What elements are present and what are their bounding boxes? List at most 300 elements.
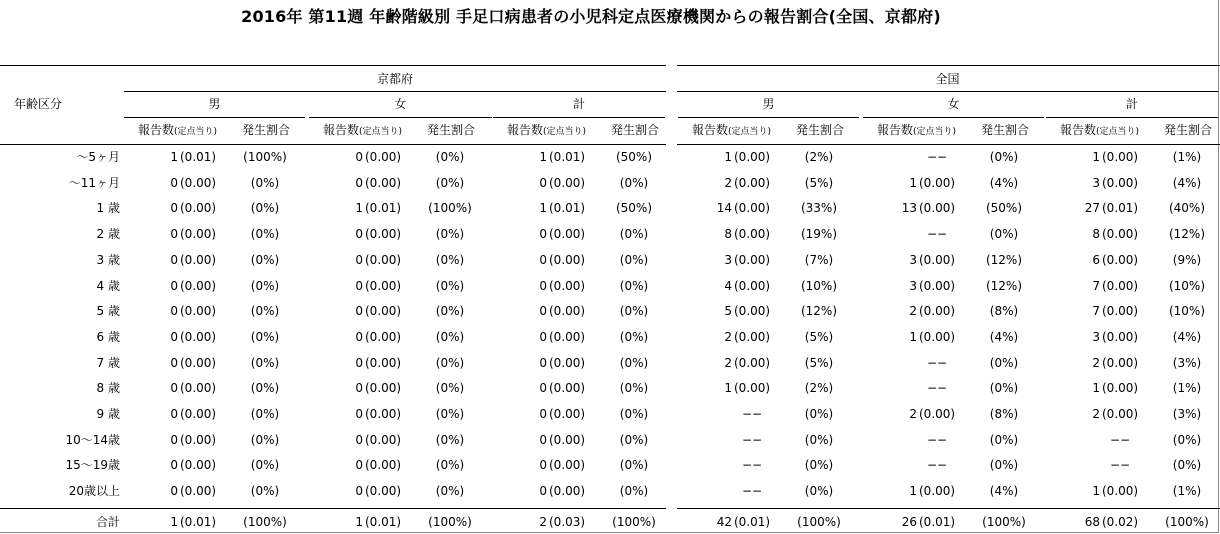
table-row-rate: (0%) [619,330,649,344]
table-row-count: 0 [539,176,547,190]
table-row-per: (0.00) [365,150,402,164]
rule-total-right [677,508,1220,509]
table-row-rate: (5%) [804,176,834,190]
table-row-rate: (0%) [989,356,1019,370]
table-row-count: 0 [355,356,363,370]
table-row-count: 8 [724,227,732,241]
table-row-per: (0.00) [734,356,771,370]
table-row-per: (0.00) [365,227,402,241]
table-row-label: 20歳以上 [68,484,120,498]
table-row-per: (0.00) [1102,330,1139,344]
rule-sex-4 [863,117,1044,118]
table-row-rate: (12%) [1168,227,1206,241]
table-row-per: (0.00) [734,227,771,241]
table-row-count: 0 [170,330,178,344]
table-row-per: (0.00) [1102,227,1139,241]
total-row-per: (0.01) [365,515,402,529]
col-header-per: (定点当り) [728,127,772,137]
table-row-count: −− [742,458,763,472]
col-header-rate: 発生割合 [1164,123,1213,137]
table-row-per: (0.00) [365,484,402,498]
table-row-count: 2 [1092,407,1100,421]
table-row-count: 2 [1092,356,1100,370]
table-row-rate: (4%) [989,330,1019,344]
col-header-per: (定点当り) [543,127,587,137]
table-row-count: 0 [355,227,363,241]
table-row-count: 2 [724,176,732,190]
table-row-count: 0 [539,356,547,370]
table-row-rate: (0%) [435,407,465,421]
table-row-count: 0 [539,458,547,472]
table-row-count: 0 [170,227,178,241]
table-row-per: (0.00) [1102,356,1139,370]
table-row-per: (0.00) [180,330,217,344]
table-row-rate: (0%) [250,227,280,241]
table-row-rate: (0%) [435,433,465,447]
region-header: 全国 [935,72,960,86]
table-row-per: (0.00) [1102,150,1139,164]
table-row-per: (0.00) [734,150,771,164]
table-row-per: (0.00) [1102,381,1139,395]
table-row-per: (0.00) [180,356,217,370]
table-row-per: (0.00) [549,330,586,344]
col-header-rate: 発生割合 [242,123,291,137]
table-row-per: (0.00) [549,176,586,190]
table-row-rate: (1%) [1172,381,1202,395]
table-row-per: (0.00) [180,304,217,318]
table-row-count: 1 [909,484,917,498]
table-row-count: 2 [909,304,917,318]
table-row-per: (0.00) [365,253,402,267]
table-row-rate: (100%) [428,201,472,215]
total-row-per: (0.01) [734,515,771,529]
col-header-count: 報告数 [323,123,360,137]
table-row-count: −− [927,458,948,472]
col-header-per: (定点当り) [174,127,218,137]
table-row-per: (0.00) [365,279,402,293]
table-row-rate: (2%) [804,381,834,395]
table-row-rate: (0%) [250,279,280,293]
table-row-per: (0.00) [734,330,771,344]
table-row-count: 0 [170,356,178,370]
col-header-per: (定点当り) [913,127,957,137]
table-row-rate: (0%) [435,150,465,164]
table-row-count: 0 [170,176,178,190]
col-header-per: (定点当り) [359,127,403,137]
total-row-count: 42 [716,515,732,529]
table-row-per: (0.00) [180,176,217,190]
rule-header-right [677,144,1220,145]
table-row-rate: (0%) [435,458,465,472]
table-row-rate: (0%) [250,484,280,498]
table-row-label: 15〜19歳 [65,458,120,472]
table-row-per: (0.00) [1102,407,1139,421]
total-row-per: (0.03) [549,515,586,529]
table-row-per: (0.00) [365,330,402,344]
total-row-rate: (100%) [797,515,841,529]
table-row-count: 13 [901,201,917,215]
total-row-rate: (100%) [428,515,472,529]
table-row-per: (0.00) [734,381,771,395]
table-row-rate: (0%) [250,433,280,447]
rule-sex-5 [1046,117,1218,118]
region-header: 京都府 [376,72,413,86]
table-row-rate: (0%) [619,304,649,318]
table-row-label: 7 歳 [96,356,120,370]
table-row-rate: (10%) [1168,279,1206,293]
table-row-count: 2 [724,356,732,370]
table-row-count: 1 [724,150,732,164]
table-row-label: 1 歳 [96,201,120,215]
table-row-label: 10〜14歳 [65,433,120,447]
sex-header: 女 [394,97,407,111]
table-row-rate: (12%) [985,253,1023,267]
table-row-per: (0.00) [180,381,217,395]
table-row-per: (0.00) [919,330,956,344]
table-row-label: 3 歳 [96,253,120,267]
table-row-per: (0.00) [549,253,586,267]
table-row-count: −− [1110,433,1131,447]
table-row-rate: (0%) [804,407,834,421]
table-row-count: 8 [1092,227,1100,241]
total-row-count: 68 [1084,515,1100,529]
table-row-per: (0.00) [549,304,586,318]
table-row-count: 0 [170,201,178,215]
table-row-count: 0 [170,279,178,293]
table-row-per: (0.00) [549,458,586,472]
table-row-rate: (3%) [1172,356,1202,370]
table-row-per: (0.00) [180,279,217,293]
rule-sex-0 [124,117,305,118]
table-row-rate: (33%) [800,201,838,215]
table-row-count: −− [742,433,763,447]
table-row-per: (0.00) [365,458,402,472]
table-row-rate: (0%) [989,381,1019,395]
table-row-rate: (0%) [435,279,465,293]
table-row-count: 0 [355,484,363,498]
table-row-count: 7 [1092,279,1100,293]
table-row-rate: (0%) [250,458,280,472]
table-row-rate: (0%) [619,381,649,395]
table-row-count: 1 [1092,484,1100,498]
table-row-per: (0.00) [919,176,956,190]
table-row-per: (0.00) [549,484,586,498]
rule-total-left [0,508,666,509]
table-row-label: 9 歳 [96,407,120,421]
col-header-count: 報告数 [507,123,544,137]
table-row-per: (0.00) [549,356,586,370]
table-row-count: 0 [539,304,547,318]
col-header-count: 報告数 [1060,123,1097,137]
table-row-rate: (1%) [1172,484,1202,498]
table-row-count: 0 [355,458,363,472]
total-row-count: 26 [901,515,917,529]
table-row-per: (0.00) [180,407,217,421]
table-row-rate: (0%) [619,227,649,241]
rule-header-left [0,144,666,145]
table-row-count: 0 [539,433,547,447]
total-row-rate: (100%) [243,515,287,529]
table-row-per: (0.00) [549,279,586,293]
table-row-label: 4 歳 [96,279,120,293]
row-header-label: 年齢区分 [14,97,63,111]
table-row-count: 0 [539,381,547,395]
table-row-rate: (0%) [804,458,834,472]
table-row-rate: (0%) [435,176,465,190]
table-row-per: (0.00) [365,433,402,447]
table-row-count: 3 [1092,330,1100,344]
table-row-count: 1 [724,381,732,395]
table-row-count: 0 [355,150,363,164]
table-row-rate: (0%) [619,458,649,472]
table-row-per: (0.00) [919,253,956,267]
table-row-per: (0.00) [734,304,771,318]
table-row-count: 0 [170,253,178,267]
table-row-rate: (0%) [250,330,280,344]
total-row-rate: (100%) [1165,515,1209,529]
table-row-label: 8 歳 [96,381,120,395]
table-row-per: (0.00) [734,279,771,293]
total-row-count: 2 [539,515,547,529]
table-row-count: 1 [909,176,917,190]
table-row-count: −− [742,484,763,498]
table-row-rate: (0%) [619,279,649,293]
col-header-count: 報告数 [692,123,729,137]
table-row-rate: (0%) [435,304,465,318]
table-row-per: (0.01) [180,150,217,164]
table-row-rate: (0%) [250,201,280,215]
rule-top-left [0,65,666,66]
rule-sex-3 [678,117,859,118]
table-row-count: −− [927,381,948,395]
col-header-count: 報告数 [138,123,175,137]
table-row-count: 0 [170,458,178,472]
table-row-per: (0.00) [180,484,217,498]
table-row-per: (0.00) [180,458,217,472]
table-row-per: (0.00) [365,356,402,370]
table-row-rate: (0%) [1172,433,1202,447]
table-row-rate: (9%) [1172,253,1202,267]
table-row-count: 0 [355,279,363,293]
table-row-count: 0 [170,381,178,395]
table-row-count: 0 [170,433,178,447]
table-row-rate: (4%) [1172,176,1202,190]
table-row-rate: (19%) [800,227,838,241]
table-row-rate: (4%) [989,176,1019,190]
table-row-count: 1 [355,201,363,215]
table-row-rate: (10%) [1168,304,1206,318]
table-row-per: (0.01) [549,150,586,164]
table-row-rate: (0%) [619,356,649,370]
table-row-count: 0 [355,253,363,267]
table-row-rate: (8%) [989,304,1019,318]
table-row-count: 1 [539,150,547,164]
table-row-rate: (40%) [1168,201,1206,215]
table-row-label: 2 歳 [96,227,120,241]
table-row-rate: (5%) [804,330,834,344]
table-row-count: 0 [170,484,178,498]
table-row-per: (0.01) [365,201,402,215]
table-row-count: 2 [724,330,732,344]
table-row-rate: (0%) [435,330,465,344]
col-header-count: 報告数 [877,123,914,137]
sex-header: 男 [762,97,775,111]
table-row-per: (0.00) [919,304,956,318]
table-row-rate: (0%) [804,484,834,498]
table-row-count: 0 [539,253,547,267]
table-row-rate: (5%) [804,356,834,370]
table-row-count: 0 [355,407,363,421]
table-row-per: (0.00) [734,253,771,267]
total-row-rate: (100%) [982,515,1026,529]
table-row-label: 6 歳 [96,330,120,344]
table-row-count: −− [1110,458,1131,472]
col-header-per: (定点当り) [1096,127,1140,137]
table-row-rate: (0%) [250,304,280,318]
table-row-count: 1 [1092,381,1100,395]
total-row-per: (0.01) [919,515,956,529]
table-row-count: 0 [355,433,363,447]
table-row-count: 7 [1092,304,1100,318]
table-row-per: (0.00) [919,201,956,215]
table-row-count: 5 [724,304,732,318]
table-row-rate: (0%) [619,253,649,267]
table-row-per: (0.00) [365,304,402,318]
table-row-count: 0 [170,407,178,421]
table-row-per: (0.00) [549,381,586,395]
sex-header: 計 [1125,97,1138,111]
table-row-label: 5 歳 [96,304,120,318]
table-row-count: −− [927,356,948,370]
table-row-count: −− [927,150,948,164]
table-row-per: (0.00) [919,407,956,421]
table-row-count: −− [927,433,948,447]
table-row-per: (0.00) [549,433,586,447]
table-row-rate: (0%) [619,433,649,447]
table-row-rate: (4%) [989,484,1019,498]
col-header-rate: 発生割合 [981,123,1030,137]
table-row-per: (0.00) [180,433,217,447]
sex-header: 女 [947,97,960,111]
table-row-rate: (12%) [985,279,1023,293]
table-row-per: (0.00) [919,279,956,293]
table-row-rate: (2%) [804,150,834,164]
table-row-rate: (0%) [619,407,649,421]
table-row-rate: (0%) [435,484,465,498]
table-row-count: 6 [1092,253,1100,267]
col-header-rate: 発生割合 [611,123,660,137]
table-row-count: 0 [355,304,363,318]
table-row-rate: (0%) [619,484,649,498]
table-row-rate: (0%) [1172,458,1202,472]
table-row-rate: (0%) [250,407,280,421]
total-row-count: 1 [355,515,363,529]
table-row-rate: (1%) [1172,150,1202,164]
table-row-per: (0.00) [734,176,771,190]
table-row-label: 〜11ヶ月 [68,176,120,190]
table-row-count: 0 [170,304,178,318]
table-row-rate: (0%) [250,381,280,395]
total-row-per: (0.02) [1102,515,1139,529]
table-row-rate: (0%) [435,356,465,370]
table-row-count: 1 [170,150,178,164]
table-row-rate: (50%) [615,150,653,164]
table-row-rate: (8%) [989,407,1019,421]
table-row-per: (0.00) [365,381,402,395]
table-row-per: (0.00) [180,227,217,241]
total-row-per: (0.01) [180,515,217,529]
table-row-per: (0.00) [1102,304,1139,318]
table-row-rate: (0%) [804,433,834,447]
table-row-rate: (0%) [250,176,280,190]
total-row-label: 合計 [95,515,120,529]
table-row-count: 0 [355,330,363,344]
table-row-rate: (0%) [435,227,465,241]
table-row-count: 1 [1092,150,1100,164]
table-row-rate: (12%) [800,304,838,318]
table-row-per: (0.00) [1102,484,1139,498]
table-row-rate: (50%) [615,201,653,215]
table-row-count: 27 [1084,201,1100,215]
table-row-per: (0.00) [549,407,586,421]
total-row-rate: (100%) [612,515,656,529]
table-row-count: 2 [909,407,917,421]
table-row-count: 3 [1092,176,1100,190]
rule-region-left [124,91,666,92]
table-row-count: 0 [355,176,363,190]
table-row-rate: (50%) [985,201,1023,215]
page-title: 2016年 第11週 年齢階級別 手足口病患者の小児科定点医療機関からの報告割合(全国、京都府) [241,7,941,26]
table-row-label: 〜5ヶ月 [76,150,120,164]
table-row-per: (0.00) [734,201,771,215]
table-row-rate: (0%) [989,458,1019,472]
table-row-rate: (0%) [989,433,1019,447]
table-row-rate: (0%) [989,227,1019,241]
table-row-count: 3 [724,253,732,267]
table-row-count: 0 [355,381,363,395]
table-row-count: −− [742,407,763,421]
table-row-per: (0.00) [180,201,217,215]
table-row-per: (0.00) [365,176,402,190]
rule-region-right [677,91,1218,92]
rule-top-right [677,65,1220,66]
table-row-rate: (0%) [250,253,280,267]
table-row-rate: (100%) [243,150,287,164]
table-row-count: 0 [539,407,547,421]
table-row-count: 14 [716,201,732,215]
table-row-per: (0.00) [1102,279,1139,293]
table-row-count: 1 [909,330,917,344]
table-row-rate: (4%) [1172,330,1202,344]
table-row-rate: (0%) [989,150,1019,164]
sex-header: 男 [208,97,221,111]
table-row-count: −− [927,227,948,241]
table-row-rate: (7%) [804,253,834,267]
col-header-rate: 発生割合 [796,123,845,137]
table-row-per: (0.00) [919,484,956,498]
table-row-rate: (0%) [250,356,280,370]
table-row-per: (0.00) [1102,176,1139,190]
table-row-rate: (0%) [435,381,465,395]
col-header-rate: 発生割合 [427,123,476,137]
table-row-rate: (0%) [619,176,649,190]
total-row-count: 1 [170,515,178,529]
table-row-per: (0.00) [1102,253,1139,267]
table-row-count: 4 [724,279,732,293]
table-row-rate: (3%) [1172,407,1202,421]
table-row-per: (0.00) [549,227,586,241]
table-row-per: (0.01) [549,201,586,215]
